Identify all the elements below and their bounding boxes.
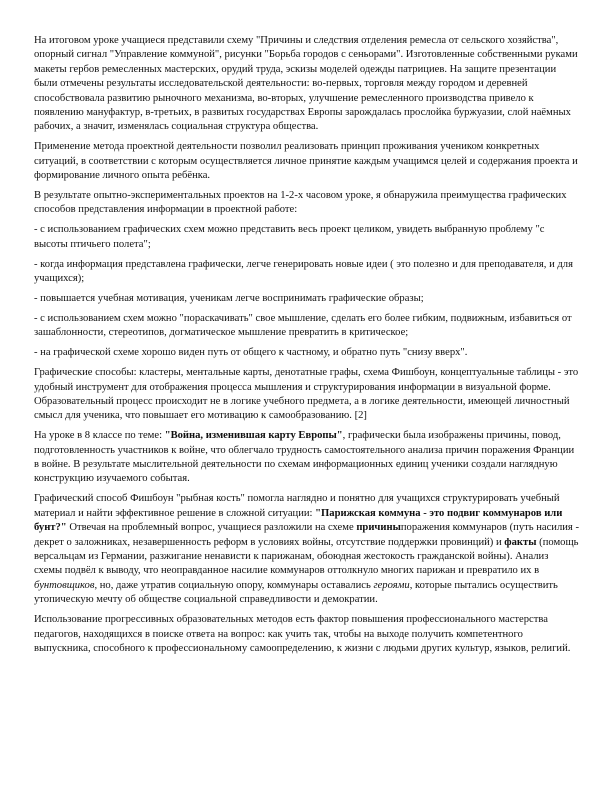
list-item-general-to-particular: - на графической схеме хорошо виден путь от общего к частному, и обратно путь "снизу вверх".: [34, 347, 468, 359]
text-run: , графически была изображены причины, повод, подготовленность участников к войне, что облегчало трудность самостоятельного анализа причин поражения Франции в войне. В результате мыслительной деятельности по схемам информационных единиц ученики создали наглядную конструкцию изучаемого событая.: [34, 430, 575, 485]
problem-question: "Парижская коммуна - это подвиг коммунаров или бунт?": [34, 507, 563, 534]
list-item-new-ideas: - когда информация представлена графически, легче генерировать новые идеи ( это полезно и для преподавателя, и для учащихся);: [34, 258, 573, 285]
keyword-heroes: героями: [373, 579, 410, 591]
paragraph-8th-grade-lesson: [34, 429, 579, 487]
text-run: Отвечая на проблемный вопрос, учащиеся разложили на схеме: [66, 522, 357, 534]
paragraph-conclusion: Использование прогрессивных образовательных методов есть фактор повышения профессионального мастерства педагогов, находящихся в поиске ответа на вопрос: как учить так, чтобы на выходе получить компетентного выпускника, способного к профессиональному самоопределению, к жизни с людьми других культур, языков, религий.: [34, 614, 571, 654]
paragraph-fishbone: [34, 492, 579, 607]
list-item-flexible-thinking: - с использованием схем можно "пораскачивать" свое мышление, сделать его более гибким, подвижным, избавиться от зашаблонности, стереотипов, догматическое мышление превратить в критическое;: [34, 312, 572, 339]
text-run: Графический способ Фишбоун "рыбная кость" помогла наглядно и понятно для учащихся структурировать учебный материал и найти эффективное решение в сложной ситуации:: [34, 493, 560, 519]
list-item-motivation: - повышается учебная мотивация, ученикам легче воспринимать графические образы;: [34, 293, 424, 304]
lesson-topic: "Война, изменившая карту Европы": [164, 430, 343, 442]
text-run: (помощь версальцам из Германии, разжигание ненависти к парижанам, обоюдная жестокость гражданской войны). Анализ схемы подвёл к выводу, что неоправданное насилие коммунаров оттолкнуло многих парижан и превратило их в: [34, 536, 579, 577]
keyword-causes: причины: [356, 522, 401, 534]
text-run: На уроке в 8 классе по теме:: [34, 430, 165, 442]
keyword-facts: факты: [504, 536, 537, 548]
document-body: [34, 34, 579, 662]
paragraph-graphic-advantages-intro: В результате опытно-экспериментальных проектов на 1-2-х часовом уроке, я обнаружила преимущества графических способов представления информации в проектной работе:: [34, 190, 567, 216]
paragraph-graphic-methods: Графические способы: кластеры, ментальные карты, денотатные графы, схема Фишбоун, концептуальные таблицы - это удобный инструмент для отображения процесса мышления и структурирования информации в визуальной форме. Образовательный процесс происходит не в логике учебного предмета, а в логике деятельности, имеющей личностный смысл для ученика, что повышает его мотивацию к самообразованию. [2]: [34, 367, 579, 422]
text-run: поражения коммунаров (путь насилия - декрет о заложниках, незавершенность реформ в условиях войны, отсутствие поддержки провинций) и: [34, 522, 579, 548]
list-item-whole-project: - с использованием графических схем можно представить весь проект целиком, увидеть выбранную проблему "с высоты птичьего полета";: [34, 224, 545, 250]
paragraph-project-method: Применение метода проектной деятельности позволил реализовать принцип проживания учеником конкретных ситуаций, в соответствии с которым осуществляется личное принятие каждым учащимся целей и содержания проекта и формирование личного опыта ребёнка.: [34, 141, 578, 182]
text-run: , но, даже утратив социальную опору, коммунары оставались: [94, 579, 374, 591]
keyword-rebels: бунтовщиков: [34, 579, 95, 591]
paragraph-project-results: На итоговом уроке учащиеся представили схему "Причины и следствия отделения ремесла от сельского хозяйства", опорный сигнал "Управление коммуной", рисунки "Борьба городов с сеньорами". Изготовленные собственными руками макеты гербов ремесленных мастерских, орудий труда, эскизы моделей одежды патрициев. На защите презентации были отмечены результаты исследовательской деятельности: во-первых, торговля между городом и деревней способствовала развитию рыночного механизма, во-вторых, улучшение ремесленного производства привело к появлению мануфактур, в-третьих, в развитых государствах Европы зарождалась прослойка буржуазии, слой наёмных рабочих, а значит, изменялась социальная структура общества.: [34, 35, 578, 133]
text-run: , которые пытались осуществить утопическую мечту об обществе социальной справедливости и демократии.: [34, 579, 558, 606]
